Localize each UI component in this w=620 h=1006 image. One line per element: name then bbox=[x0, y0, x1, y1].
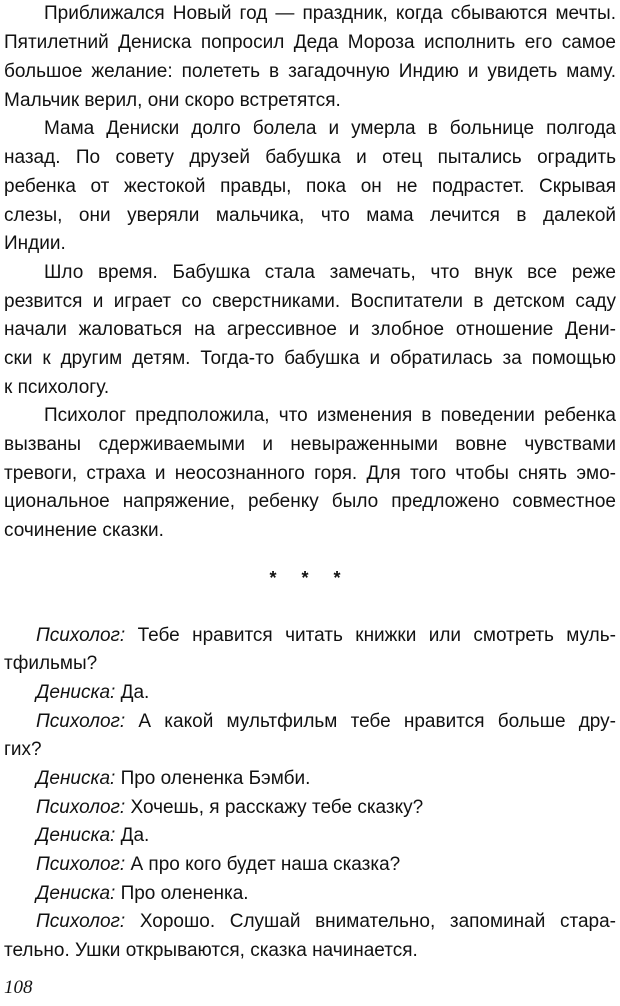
dialogue-line bbox=[36, 767, 616, 791]
dialogue-line bbox=[36, 853, 616, 877]
speaker-label: Психолог: bbox=[36, 854, 126, 875]
page-number: 108 bbox=[4, 977, 33, 998]
speaker-label: Психолог: bbox=[36, 911, 126, 932]
paragraph-line: Психолог предположила, что изменения в поведении ребенка bbox=[44, 405, 616, 426]
paragraph-line: начали жаловаться на агрессивное и злобное отношение Дени- bbox=[4, 319, 616, 340]
paragraph-line: вызваны сдерживаемыми и невыраженными вовне чувствами bbox=[4, 434, 616, 455]
paragraph-line: Мама Дениски долго болела и умерла в больнице полгода bbox=[44, 118, 616, 139]
section-separator: * * * bbox=[269, 568, 351, 588]
dialogue-text: А какой мультфильм тебе нравится больше дру- bbox=[138, 711, 616, 732]
dialogue-text: Про олененка Бэмби. bbox=[120, 768, 311, 789]
dialogue-continuation: гих? bbox=[4, 739, 42, 760]
paragraph-line: Индии. bbox=[4, 233, 66, 254]
dialogue-text: А про кого будет наша сказка? bbox=[130, 854, 401, 875]
dialogue-line bbox=[36, 624, 616, 648]
dialogue-line bbox=[36, 824, 616, 848]
dialogue-text: Про олененка. bbox=[120, 883, 249, 904]
paragraph-line: Мальчик верил, они скоро встретятся. bbox=[4, 90, 341, 111]
dialogue-continuation: тфильмы? bbox=[4, 653, 98, 674]
speaker-label: Психолог: bbox=[36, 797, 126, 818]
speaker-label: Психолог: bbox=[36, 711, 126, 732]
speaker-label: Дениска: bbox=[36, 768, 116, 789]
paragraph-line: Пятилетний Дениска попросил Деда Мороза исполнить его самое bbox=[4, 32, 616, 53]
dialogue-text: Хорошо. Слушай внимательно, запоминай стара- bbox=[139, 911, 616, 932]
paragraph-line: ски к другим детям. Тогда-то бабушка и обратилась за помощью bbox=[4, 348, 616, 369]
speaker-label: Дениска: bbox=[36, 682, 116, 703]
paragraph-line: большое желание: полететь в загадочную Индию и увидеть маму. bbox=[4, 61, 616, 82]
dialogue-text: Да. bbox=[120, 825, 150, 846]
paragraph-line: к психологу. bbox=[4, 377, 110, 398]
dialogue-line bbox=[36, 710, 616, 734]
paragraph-line: резвится и играет со сверстниками. Воспитатели в детском саду bbox=[4, 291, 616, 312]
paragraph-line: ребенка от жестокой правды, пока он не подрастет. Скрывая bbox=[4, 176, 616, 197]
dialogue-line bbox=[36, 910, 616, 934]
dialogue-line bbox=[36, 882, 616, 906]
dialogue-continuation: тельно. Ушки открываются, сказка начинается. bbox=[4, 940, 418, 961]
speaker-label: Дениска: bbox=[36, 825, 116, 846]
paragraph-line: тревоги, страха и неосознанного горя. Для того чтобы снять эмо- bbox=[4, 463, 616, 484]
dialogue-text: Тебе нравится читать книжки или смотреть муль- bbox=[137, 625, 616, 646]
paragraph-line: Приближался Новый год — праздник, когда сбываются мечты. bbox=[44, 3, 616, 24]
dialogue-line bbox=[36, 796, 616, 820]
dialogue-text: Хочешь, я расскажу тебе сказку? bbox=[130, 797, 424, 818]
speaker-label: Психолог: bbox=[36, 625, 126, 646]
paragraph-line: Шло время. Бабушка стала замечать, что внук все реже bbox=[44, 262, 616, 283]
paragraph-line: сочинение сказки. bbox=[4, 520, 164, 541]
speaker-label: Дениска: bbox=[36, 883, 116, 904]
dialogue-text: Да. bbox=[120, 682, 150, 703]
paragraph-line: назад. По совету друзей бабушка и отец пытались оградить bbox=[4, 147, 616, 168]
paragraph-line: циональное напряжение, ребенку было предложено совместное bbox=[4, 491, 616, 512]
paragraph-line: слезы, они уверяли мальчика, что мама лечится в далекой bbox=[4, 205, 616, 226]
dialogue-line bbox=[36, 681, 616, 705]
